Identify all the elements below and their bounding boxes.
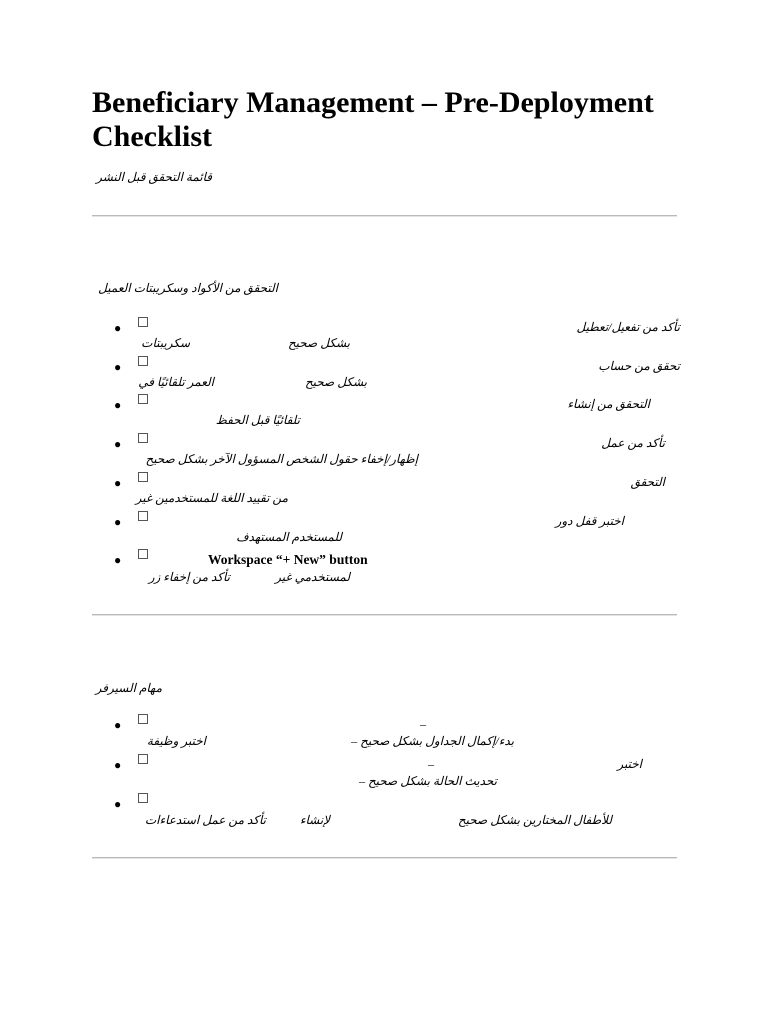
- page-title: Beneficiary Management – Pre-Deployment Checklist: [92, 86, 654, 153]
- bullet-icon: ●: [114, 437, 122, 451]
- divider: [92, 215, 677, 217]
- section-heading-client-scripts: التحقق من الأكواد وسكريبتات العميل: [98, 281, 278, 295]
- bullet-icon: ●: [114, 360, 122, 374]
- page-subtitle: قائمة التحقق قبل النشر: [96, 170, 212, 184]
- checklist-item: [0, 511, 768, 551]
- item-text: تلقائيًا قبل الحفظ: [215, 413, 300, 427]
- checklist-item: [0, 793, 768, 833]
- item-text: تأكد من إخفاء زر: [148, 570, 230, 584]
- item-text: بدء/إكمال الجداول بشكل صحيح –: [351, 734, 514, 748]
- item-text: إظهار/إخفاء حقول الشخص المسؤول الآخر بشكل صحيح: [145, 452, 418, 466]
- item-text: –: [420, 717, 426, 731]
- checklist-item: [0, 394, 768, 434]
- checkbox[interactable]: [138, 793, 148, 803]
- bullet-icon: ●: [114, 553, 122, 567]
- checkbox[interactable]: [138, 714, 148, 724]
- item-text: للمستخدم المستهدف: [236, 530, 342, 544]
- item-text: اختبر وظيفة: [146, 734, 206, 748]
- bullet-icon: ●: [114, 321, 122, 335]
- divider: [92, 614, 677, 616]
- bullet-icon: ●: [114, 398, 122, 412]
- item-text: سكريبتات: [141, 336, 190, 350]
- item-text: بشكل صحيح: [287, 336, 350, 350]
- bullet-icon: ●: [114, 797, 122, 811]
- divider: [92, 857, 677, 859]
- item-text: للأطفال المختارين بشكل صحيح: [457, 813, 612, 827]
- checklist-item: [0, 472, 768, 512]
- checkbox[interactable]: [138, 356, 148, 366]
- item-text: تأكد من تفعيل/تعطيل: [576, 320, 680, 334]
- checklist-item: [0, 549, 768, 589]
- bullet-icon: ●: [114, 515, 122, 529]
- item-text: التحقق: [630, 475, 665, 489]
- item-text: من تقييد اللغة للمستخدمين غير: [135, 491, 288, 505]
- checkbox[interactable]: [138, 394, 148, 404]
- item-text: تحديث الحالة بشكل صحيح –: [358, 774, 497, 788]
- item-text: العمر تلقائيًا في: [138, 375, 214, 389]
- item-text: لمستخدمي غير: [275, 570, 350, 584]
- checklist-item: [0, 433, 768, 473]
- checkbox[interactable]: [138, 549, 148, 559]
- item-text: التحقق من إنشاء: [567, 397, 650, 411]
- item-text: اختبر قفل دور: [555, 514, 624, 528]
- checklist-item: [0, 754, 768, 794]
- section-heading-server-tasks: مهام السيرفر: [95, 681, 162, 695]
- bullet-icon: ●: [114, 718, 122, 732]
- item-text: اختبر: [617, 757, 642, 771]
- checklist-item: [0, 356, 768, 396]
- item-text: Workspace “+ New” button: [208, 552, 368, 567]
- item-text: تحقق من حساب: [598, 359, 680, 373]
- checkbox[interactable]: [138, 433, 148, 443]
- item-text: –: [428, 757, 434, 771]
- checkbox[interactable]: [138, 317, 148, 327]
- bullet-icon: ●: [114, 758, 122, 772]
- item-text: بشكل صحيح: [304, 375, 367, 389]
- item-text: تأكد من عمل: [601, 436, 665, 450]
- checklist-item: [0, 714, 768, 754]
- checklist-item: [0, 317, 768, 357]
- checkbox[interactable]: [138, 511, 148, 521]
- item-text: لإنشاء: [299, 813, 330, 827]
- checkbox[interactable]: [138, 472, 148, 482]
- item-text: تأكد من عمل استدعاءات: [144, 813, 266, 827]
- checkbox[interactable]: [138, 754, 148, 764]
- bullet-icon: ●: [114, 476, 122, 490]
